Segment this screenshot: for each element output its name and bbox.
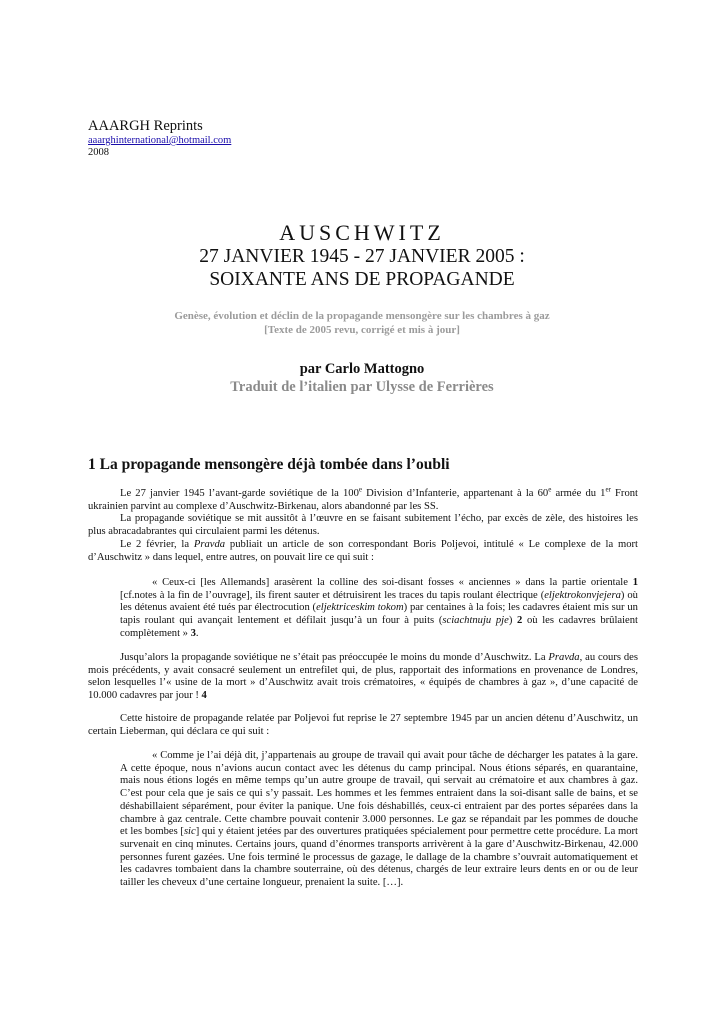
paragraph: Jusqu’alors la propagande soviétique ne s’était pas préoccupée le moins du monde d’Auschwitz. La Pravda, au cours des mois précédents, y avait consacré seulement un entrefilet qui, de plus, rapportait des informations en provenance de Londres, selon lesquelles l’« usine de la mort » d’Auschwitz avait trois crématoires, « équipés de chambres à gaz », d’une capacité de 10.000 cadavres par jour ! 4 [88, 652, 638, 702]
translator-credit: Traduit de l’italien par Ulysse de Ferrières [230, 379, 494, 395]
subtitle-line-2: [Texte de 2005 revu, corrigé et mis à jour] [264, 324, 460, 336]
subtitle-line-1: Genèse, évolution et déclin de la propagande mensongère sur les chambres à gaz [174, 310, 550, 322]
paragraph: La propagande soviétique se mit aussitôt à l’œuvre en se faisant subitement l’écho, par excès de zèle, des histoires les plus abracadabrantes qui circulaient parmi les détenus. [88, 513, 638, 538]
block-quote-2 [120, 750, 638, 890]
title-line-3: SOIXANTE ANS DE PROPAGANDE [209, 269, 515, 290]
title-line-2: 27 JANVIER 1945 - 27 JANVIER 2005 : [199, 246, 525, 267]
publisher-header [88, 118, 231, 159]
section-heading: 1 La propagande mensongère déjà tombée dans l’oubli [88, 456, 450, 473]
paragraph: Cette histoire de propagande relatée par Poljevoi fut reprise le 27 septembre 1945 par un ancien détenu d’Auschwitz, un certain Lieberman, qui déclara ce qui suit : [88, 713, 638, 737]
publisher-email-link[interactable]: aaarghinternational@hotmail.com [88, 135, 232, 146]
publisher-name: AAARGH Reprints [88, 118, 203, 134]
quote-paragraph: « Ceux-ci [les Allemands] arasèrent la colline des soi-disant fosses « anciennes » dans la partie orientale 1 [cf.notes à la fin de l’ouvrage], ils firent sauter et détruisirent les traces du tapis roulant électrique (eljektrokonvjejera) où les détenus avaient été tués par électrocution (eljektriceskim tokom) par centaines à la fois; les cadavres étaient mis sur un tapis roulant qui avançait lentement et défilait jusqu’à un four à puits (sciachtnuju pje) 2 où les cadavres brûlaient complètement » 3. [120, 577, 638, 639]
footnote-ref[interactable]: 3 [190, 627, 196, 639]
body-paragraphs-2 [88, 652, 638, 703]
body-paragraphs-1 [88, 485, 638, 564]
paragraph: Le 27 janvier 1945 l’avant-garde soviétique de la 100e Division d’Infanterie, appartenant à la 60e armée du 1er Front ukrainien parvint au complexe d’Auschwitz-Birkenau, alors abandonné par les SS. [88, 485, 638, 512]
body-paragraphs-3 [88, 713, 638, 738]
footnote-ref[interactable]: 2 [517, 615, 523, 627]
document-title [0, 220, 724, 291]
author-block [0, 360, 724, 396]
block-quote-1 [120, 577, 638, 641]
quote-paragraph: « Comme je l’ai déjà dit, j’appartenais au groupe de travail qui avait pour tâche de décharger les patates à la gare. A cette époque, nous n’avions aucun contact avec les détenus du camp principal. Nous étions séparés, en quarantaine, mais nous étions logés en même temps qu’un autre groupe de travail, qui servait au crématoire et aux chambres à gaz. C’est pour cela que je sais ce qui s’y passait. Les hommes et les femmes entraient dans la soi-disant salle de bains, et se déshabillaient séparément, pour éviter la panique. Une fois déshabillés, ceux-ci entraient par des portes séparées dans la chambre à gaz centrale. Cette chambre pouvait contenir 3.000 personnes. Le gaz se répandait par les pommes de douche et les bombes [sic] qui y étaient jetées par des ouvertures pratiquées spécialement pour permettre cette procédure. La mort survenait en cinq minutes. Certains jours, quand d’énormes transports arrivèrent à la gare d’Auschwitz-Birkenau, 42.000 personnes furent gazées. Une fois terminé le processus de gazage, le dallage de la chambre s’ouvrait automatiquement et les cadavres tombaient dans la chambre souterraine, où des détenus, chargés de leur extraire leurs dents en or ou de leur tailler les cheveux d’une certaine longueur, prenaient la suite. […]. [120, 750, 638, 889]
document-subtitle [0, 309, 724, 337]
footnote-ref[interactable]: 1 [632, 577, 638, 588]
paragraph: Le 2 février, la Pravda publiait un article de son correspondant Boris Poljevoi, intitulé « Le complexe de la mort d’Auschwitz » dans lequel, entre autres, on pouvait lire ce qui suit : [88, 538, 638, 563]
author-name: par Carlo Mattogno [299, 361, 425, 377]
title-line-1: AUSCHWITZ [279, 220, 445, 245]
publication-year: 2008 [88, 147, 109, 158]
footnote-ref[interactable]: 4 [201, 690, 207, 702]
